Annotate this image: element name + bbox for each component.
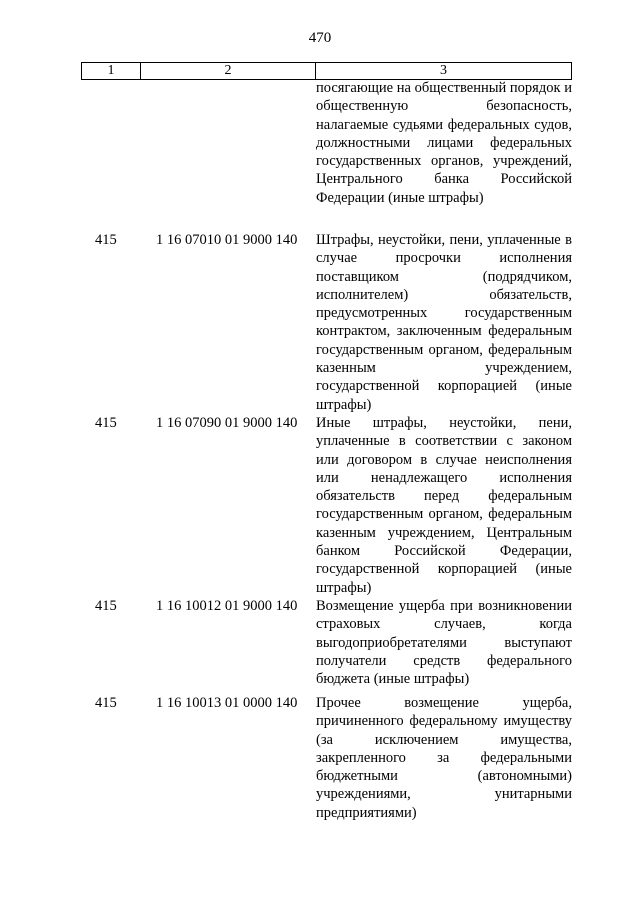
continuation-text: посягающие на общественный порядок и общественную безопасность, налагаемые судьями федеральных судов, должностными лицами федеральных государственных органов, учреждений, Центрального банка Российской Федерации (иные штрафы) <box>316 80 572 206</box>
admin-code: 415 <box>95 695 117 711</box>
admin-code: 415 <box>95 232 117 248</box>
income-name: Штрафы, неустойки, пени, уплаченные в случае просрочки исполнения поставщиком (подрядчиком, исполнителем) обязательств, предусмотренных государственным контрактом, заключенным федеральным государственным органом, федеральным казенным учреждением, государственной корпорацией (иные штрафы) <box>316 232 572 413</box>
header-col-1: 1 <box>82 63 141 79</box>
header-col-3: 3 <box>440 63 447 78</box>
budget-code: 1 16 07010 01 9000 140 <box>156 232 298 248</box>
budget-code: 1 16 10013 01 0000 140 <box>156 695 298 711</box>
admin-code: 415 <box>95 415 117 431</box>
income-name: Прочее возмещение ущерба, причиненного федеральному имуществу (за исключением имущества, закрепленного за федеральными бюджетными (автономными) учреждениями, унитарными предприятиями) <box>316 695 572 821</box>
admin-code: 415 <box>95 598 117 614</box>
table-header <box>81 62 572 80</box>
page-number: 470 <box>308 30 332 46</box>
header-col-2: 2 <box>141 63 316 79</box>
income-name: Возмещение ущерба при возникновении страховых случаев, когда выгодоприобретателями выступают получатели средств федерального бюджета (иные штрафы) <box>316 598 572 688</box>
income-name: Иные штрафы, неустойки, пени, уплаченные в соответствии с законом или договором в случае неисполнения или ненадлежащего исполнения обязательств перед федеральным государственным органом, федеральным казенным учреждением, Центральным банком Российской Федерации, государственной корпорацией (иные штрафы) <box>316 415 572 596</box>
budget-code: 1 16 07090 01 9000 140 <box>156 415 298 431</box>
budget-code: 1 16 10012 01 9000 140 <box>156 598 298 614</box>
